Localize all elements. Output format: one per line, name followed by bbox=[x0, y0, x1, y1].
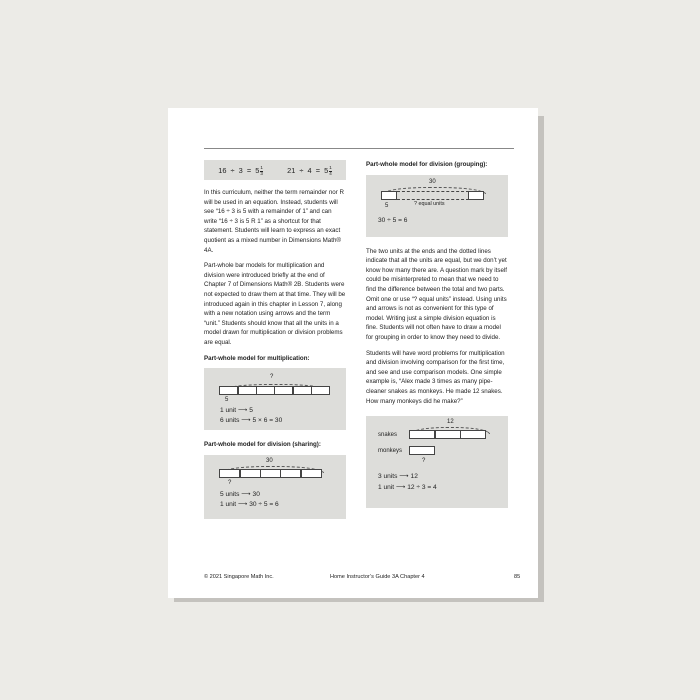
footer-title: Home Instructor’s Guide 3A Chapter 4 bbox=[330, 574, 425, 580]
bar-unit bbox=[219, 386, 238, 395]
bar-unit-end bbox=[468, 191, 484, 200]
unit-label: ? bbox=[422, 458, 426, 465]
monkeys-bar bbox=[410, 446, 435, 455]
equal-units-label: ? equal units bbox=[414, 200, 445, 207]
equation-2-fraction bbox=[329, 166, 332, 176]
total-label: 12 bbox=[447, 419, 454, 426]
model-line-1: 5 units ⟶ 30 bbox=[220, 490, 260, 498]
bar-unit bbox=[256, 386, 275, 395]
total-label: 30 bbox=[429, 178, 436, 185]
unit-bar bbox=[382, 191, 484, 200]
bar-unit bbox=[280, 469, 301, 478]
model-line-1: 1 unit ⟶ 5 bbox=[220, 407, 253, 415]
bar-unit bbox=[293, 386, 312, 395]
bar-unit bbox=[409, 430, 435, 439]
left-column bbox=[204, 160, 346, 519]
comparison-model-box bbox=[366, 416, 508, 508]
multiplication-model-box bbox=[204, 368, 346, 430]
fraction-denominator: 3 bbox=[260, 170, 263, 176]
bar-unit bbox=[435, 430, 461, 439]
equation-1-fraction bbox=[260, 166, 263, 176]
model-line-2: 1 unit ⟶ 30 ÷ 5 = 6 bbox=[220, 500, 279, 508]
equation-1 bbox=[218, 166, 263, 175]
right-column bbox=[366, 160, 508, 508]
paragraph-remainder: In this curriculum, neither the term remainder nor R will be used in an equation. Instead, students will see “16 ÷ 3 is 5 with a remainder of 1” and can write “16 ÷ 3 is 5 R 1” as a shortcut for that statement. Students will learn to express an exact quotient as a mixed number in Dimensions Math® 4A. bbox=[204, 189, 344, 254]
header-rule bbox=[204, 148, 514, 149]
document-page bbox=[168, 108, 538, 598]
label-sharing-model: Part-whole model for division (sharing): bbox=[204, 441, 321, 449]
total-label: 30 bbox=[266, 457, 273, 464]
fraction-denominator: 4 bbox=[329, 170, 332, 176]
bar-unit bbox=[409, 446, 435, 455]
equation-1-main: 16 ÷ 3 = 5 bbox=[218, 166, 260, 176]
bar-unit bbox=[311, 386, 330, 395]
fraction-numerator: 1 bbox=[329, 165, 332, 170]
row-label-snakes: snakes bbox=[378, 432, 398, 439]
sharing-model-box bbox=[204, 455, 346, 519]
equation-box bbox=[204, 160, 346, 180]
unit-label: 5 bbox=[225, 397, 229, 404]
equation-2-main: 21 ÷ 4 = 5 bbox=[287, 166, 329, 176]
bar-unit bbox=[260, 469, 281, 478]
model-line-1: 30 ÷ 5 = 6 bbox=[378, 216, 408, 224]
model-line-1: 3 units ⟶ 12 bbox=[378, 473, 418, 481]
paragraph-grouping: The two units at the ends and the dotted lines indicate that all the units are equal, but we don’t yet know how many there are. A question mark by itself could be misinterpreted to mean that we need to find the difference between the total and two parts. Omit one or use “? equal units” instead. Using units and arrows is not as convenient for this type of model. Writing just a simple division equation is fine. Students will not often have to draw a model for grouping in order to know they need to divide. bbox=[366, 247, 508, 341]
bar-unit bbox=[219, 469, 240, 478]
grouping-model-box bbox=[366, 175, 508, 237]
model-line-2: 6 units ⟶ 5 × 6 = 30 bbox=[220, 417, 283, 425]
total-label: ? bbox=[270, 374, 274, 381]
paragraph-bar-models: Part-whole bar models for multiplication and division were introduced briefly at the end of Chapter 7 of Dimensions Math® 2B. Students were not expected to draw them at that time. They will be introduced again in this chapter in Lesson 7, along with a new notation using arrows and the term “unit.” Students should know that all the units in a model drawn for multiplication or division problems are equal. bbox=[204, 262, 346, 346]
unit-bar bbox=[220, 469, 322, 478]
row-label-monkeys: monkeys bbox=[378, 448, 403, 455]
fraction-numerator: 1 bbox=[260, 165, 263, 170]
equation-2 bbox=[287, 166, 332, 175]
bar-dotted-middle bbox=[397, 191, 468, 200]
label-multiplication-model: Part-whole model for multiplication: bbox=[204, 354, 310, 362]
unit-label: 5 bbox=[385, 202, 389, 209]
unit-bar bbox=[220, 386, 330, 395]
paragraph-comparison: Students will have word problems for multiplication and division involving comparison for the first time, and see and use comparison models. One simple example is, “Alex made 3 times as many pipe-cleaner snakes as monkeys. He made 12 snakes. How many monkeys did he make?” bbox=[366, 349, 505, 405]
bar-unit-start bbox=[381, 191, 397, 200]
bar-unit bbox=[240, 469, 261, 478]
bar-unit bbox=[274, 386, 293, 395]
footer-copyright: © 2021 Singapore Math Inc. bbox=[204, 574, 274, 580]
snakes-bar bbox=[410, 430, 486, 439]
model-line-2: 1 unit ⟶ 12 ÷ 3 = 4 bbox=[378, 484, 437, 492]
bar-unit bbox=[460, 430, 486, 439]
page-number: 85 bbox=[514, 574, 521, 580]
bar-unit bbox=[301, 469, 322, 478]
label-grouping-model: Part-whole model for division (grouping): bbox=[366, 161, 488, 168]
unit-label: ? bbox=[228, 479, 232, 486]
bar-unit bbox=[238, 386, 257, 395]
